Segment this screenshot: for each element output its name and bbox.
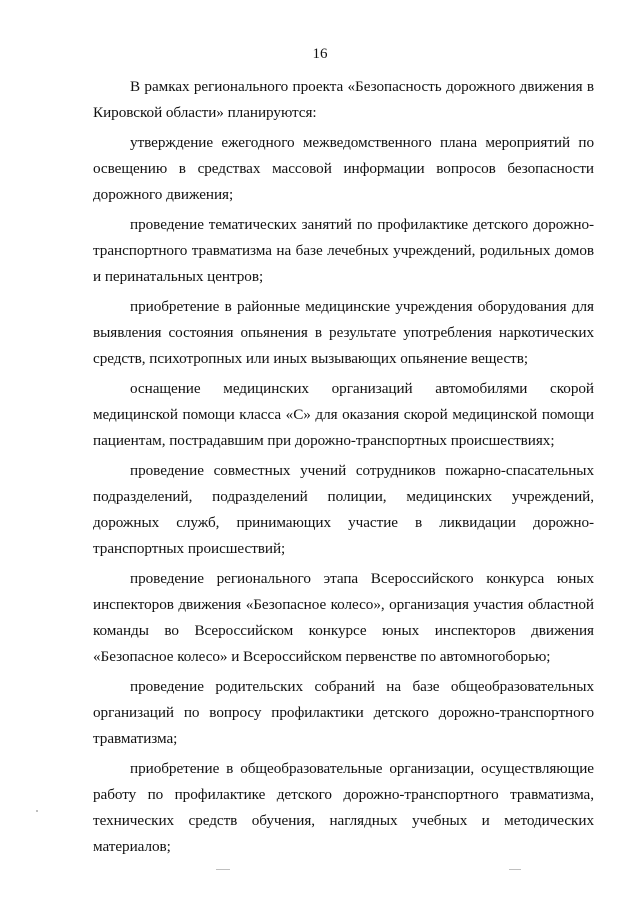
- scan-speck: [36, 810, 38, 812]
- paragraph-teaching-materials: приобретение в общеобразовательные организации, осуществляющие работу по профилактике детского дорожно-транспортного травматизма, технических средств обучения, наглядных учебных и методических материалов;: [93, 760, 594, 855]
- paragraph-media-plan: утверждение ежегодного межведомственного плана мероприятий по освещению в средствах массовой информации вопросов безопасности дорожного движения;: [93, 134, 594, 203]
- paragraph-parent-meetings: проведение родительских собраний на базе общеобразовательных организаций по вопросу профилактики детского дорожно-транспортного травматизма;: [93, 678, 594, 747]
- scan-speck: [509, 869, 521, 870]
- body-text: [93, 74, 594, 864]
- scan-speck: [216, 869, 230, 870]
- paragraph-intoxication-equipment: приобретение в районные медицинские учреждения оборудования для выявления состояния опьянения в результате употребления наркотических средств, психотропных или иных вызывающих опьянение веществ;: [93, 298, 594, 367]
- paragraph-thematic-classes: проведение тематических занятий по профилактике детского дорожно-транспортного травматизма на базе лечебных учреждений, родильных домов и перинатальных центров;: [93, 216, 594, 285]
- paragraph-intro: В рамках регионального проекта «Безопасность дорожного движения в Кировской области» планируются:: [93, 78, 594, 121]
- page-number: 16: [312, 46, 328, 62]
- paragraph-joint-exercises: проведение совместных учений сотрудников пожарно-спасательных подразделений, подразделений полиции, медицинских учреждений, дорожных служб, принимающих участие в ликвидации дорожно-транспортных происшествий;: [93, 462, 594, 557]
- paragraph-safe-wheel-contest: проведение регионального этапа Всероссийского конкурса юных инспекторов движения «Безопасное колесо», организация участия областной команды во Всероссийском конкурсе юных инспекторов движения «Безопасное колесо» и Всероссийском первенстве по автомногоборью;: [93, 570, 594, 665]
- paragraph-ambulances: оснащение медицинских организаций автомобилями скорой медицинской помощи класса «С» для оказания скорой медицинской помощи пациентам, пострадавшим при дорожно-транспортных происшествиях;: [93, 380, 594, 449]
